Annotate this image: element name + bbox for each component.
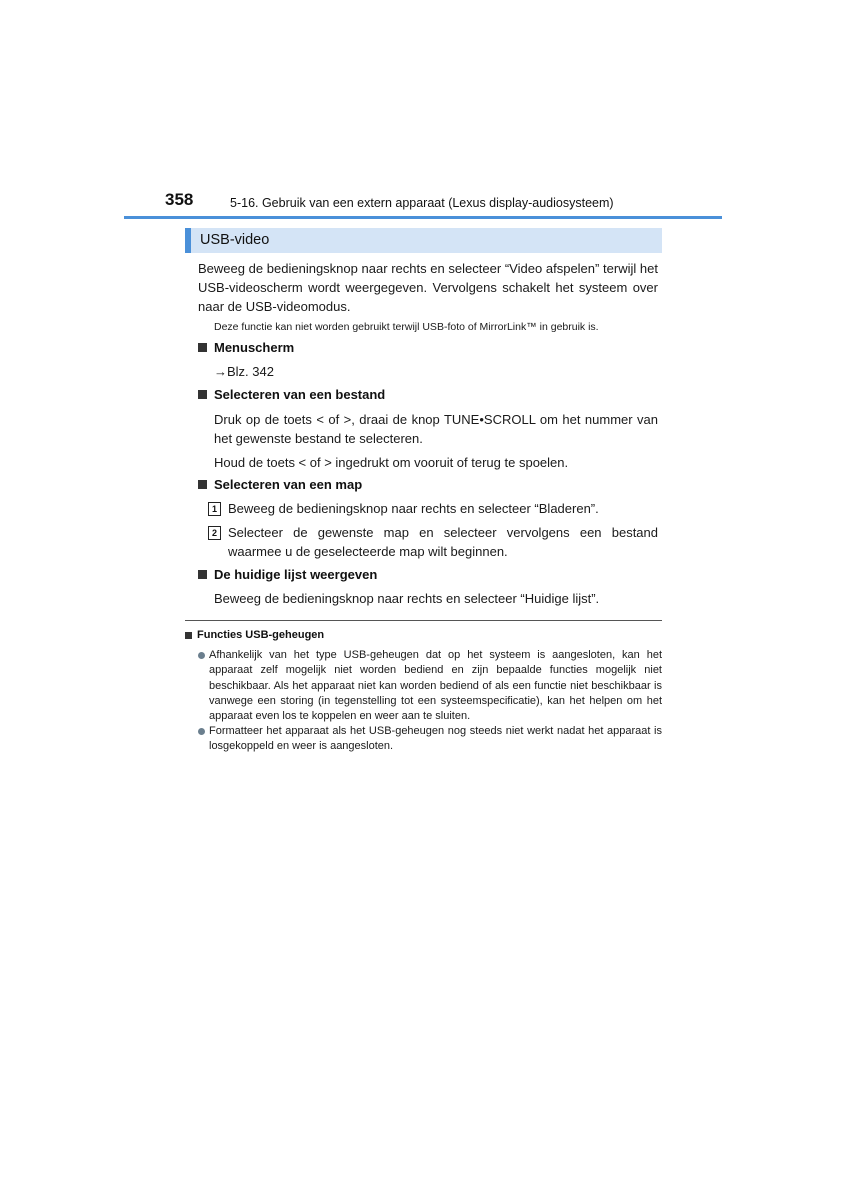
- select-folder-heading: [198, 477, 362, 492]
- step-number-box: 1: [208, 502, 221, 516]
- select-file-text-1: Druk op de toets < of >, draai de knop TUNE•SCROLL om het nummer van het gewenste bestand te selecteren.: [214, 412, 658, 446]
- select-file-heading-label: Selecteren van een bestand: [214, 387, 386, 402]
- square-bullet-icon: [198, 480, 207, 489]
- header-rule: [124, 216, 722, 219]
- step-text: Selecteer de gewenste map en selecteer vervolgens een bestand waarmee u de geselecteerde map wilt beginnen.: [228, 525, 658, 559]
- usb-memory-heading: [185, 629, 324, 641]
- running-header: 5-16. Gebruik van een extern apparaat (Lexus display-audiosysteem): [230, 196, 614, 210]
- page-number: 358: [165, 190, 194, 209]
- select-file-heading: [198, 387, 385, 402]
- usb-memory-heading-label: Functies USB-geheugen: [197, 629, 325, 641]
- section-divider: [185, 620, 662, 621]
- usb-memory-bullet-1: [198, 648, 662, 724]
- step-2: [208, 523, 658, 561]
- square-bullet-icon: [185, 632, 192, 639]
- section-title-bar: [185, 228, 662, 253]
- usb-memory-bullet-2: [198, 724, 662, 755]
- menuscherm-page-ref[interactable]: →Blz. 342: [214, 364, 274, 379]
- round-bullet-icon: [198, 652, 205, 659]
- square-bullet-icon: [198, 343, 207, 352]
- square-bullet-icon: [198, 570, 207, 579]
- select-file-text-2: Houd de toets < of > ingedrukt om vooruit of terug te spoelen.: [214, 455, 569, 470]
- step-text: Beweeg de bedieningsknop naar rechts en selecteer “Bladeren”.: [228, 501, 599, 516]
- step-number-box: 2: [208, 526, 221, 540]
- intro-paragraph: Beweeg de bedieningsknop naar rechts en selecteer “Video afspelen” terwijl het USB-videoscherm wordt weergegeven. Vervolgens schakelt het systeem over naar de USB-videomodus.: [198, 261, 658, 314]
- bullet-text: Afhankelijk van het type USB-geheugen dat op het systeem is aangesloten, kan het apparaat zelf mogelijk niet worden bediend en zijn bepaalde functies mogelijk niet beschikbaar. Als het apparaat niet kan worden bediend of als een functie niet beschikbaar is vanwege een storing (in tegenstelling tot een systeemspecificatie), kan het helpen om het apparaat even los te koppelen en weer aan te sluiten.: [209, 649, 662, 723]
- square-bullet-icon: [198, 390, 207, 399]
- usage-note: Deze functie kan niet worden gebruikt terwijl USB-foto of MirrorLink™ in gebruik is.: [214, 321, 599, 333]
- bullet-text: Formatteer het apparaat als het USB-geheugen nog steeds niet werkt nadat het apparaat is losgekoppeld en weer is aangesloten.: [209, 725, 662, 753]
- current-list-heading: [198, 567, 377, 582]
- current-list-heading-label: De huidige lijst weergeven: [214, 567, 378, 582]
- step-1: [208, 499, 658, 518]
- menuscherm-heading-label: Menuscherm: [214, 340, 295, 355]
- select-folder-heading-label: Selecteren van een map: [214, 477, 363, 492]
- current-list-text: Beweeg de bedieningsknop naar rechts en selecteer “Huidige lijst”.: [214, 591, 600, 606]
- menuscherm-heading: [198, 340, 294, 355]
- round-bullet-icon: [198, 728, 205, 735]
- section-title: USB-video: [200, 232, 270, 248]
